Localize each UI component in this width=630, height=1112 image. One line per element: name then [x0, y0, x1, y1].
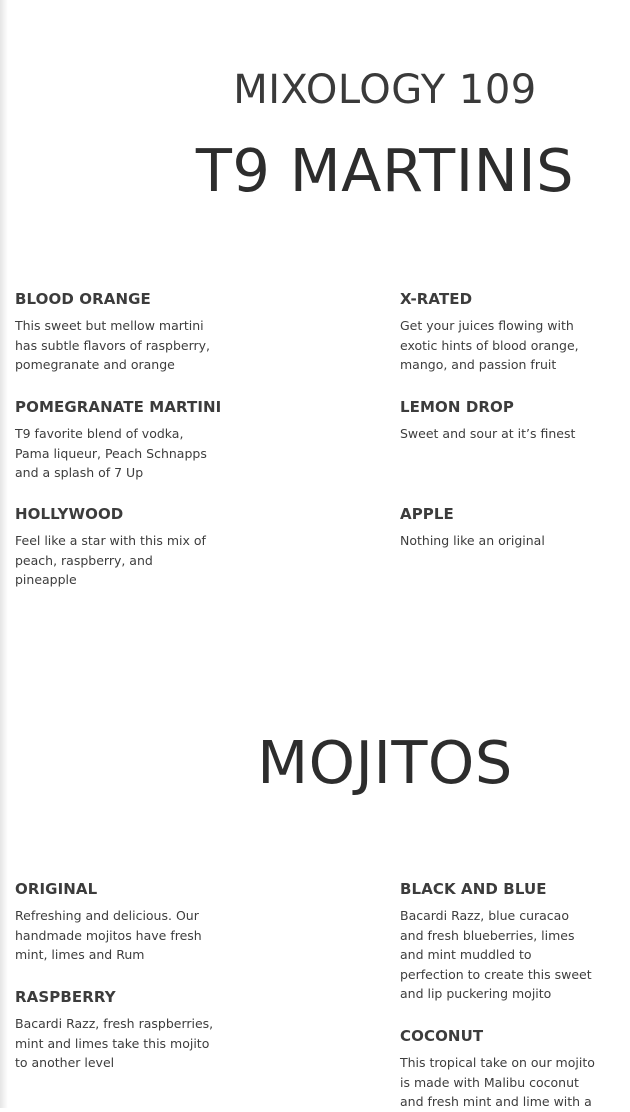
item-description: Sweet and sour at it’s finest: [400, 426, 576, 441]
item-name: X-RATED: [400, 290, 473, 308]
item-name: LEMON DROP: [400, 398, 515, 416]
menu-item-hollywood: [15, 505, 215, 590]
menu-item-black-and-blue: [400, 880, 595, 1004]
section-title-martinis: T9 MARTINIS: [195, 136, 575, 205]
menu-item-original: [15, 880, 215, 965]
item-description: Bacardi Razz, fresh raspberries, mint and limes take this mojito to another level: [15, 1016, 214, 1070]
menu-subtitle: MIXOLOGY 109: [233, 67, 537, 113]
item-name: RASPBERRY: [15, 988, 116, 1006]
item-description: Get your juices flowing with exotic hints of blood orange, mango, and passion fruit: [400, 318, 579, 372]
item-name: BLACK AND BLUE: [400, 880, 547, 898]
item-name: HOLLYWOOD: [15, 505, 124, 523]
menu-item-raspberry: [15, 988, 215, 1073]
item-name: BLOOD ORANGE: [15, 290, 151, 308]
item-description: Bacardi Razz, blue curacao and fresh blueberries, limes and mint muddled to perfection to create this sweet and lip puckering mojito: [400, 908, 592, 1001]
section-title-mojitos: MOJITOS: [257, 728, 513, 797]
item-name: ORIGINAL: [15, 880, 98, 898]
item-description: Nothing like an original: [400, 533, 545, 548]
item-name: COCONUT: [400, 1027, 484, 1045]
menu-item-x-rated: [400, 290, 595, 375]
page-edge-shadow: [0, 0, 8, 1108]
item-name: POMEGRANATE MARTINI: [15, 398, 222, 416]
item-name: APPLE: [400, 505, 454, 523]
menu-item-blood-orange: [15, 290, 215, 375]
menu-item-pomegranate-martini: [15, 398, 222, 483]
menu-item-apple: [400, 505, 595, 551]
item-description: T9 favorite blend of vodka, Pama liqueur, Peach Schnapps and a splash of 7 Up: [15, 426, 207, 480]
menu-item-coconut: [400, 1027, 595, 1112]
item-description: Refreshing and delicious. Our handmade mojitos have fresh mint, limes and Rum: [15, 908, 202, 962]
item-description: This sweet but mellow martini has subtle flavors of raspberry, pomegranate and orange: [15, 318, 211, 372]
item-description: Feel like a star with this mix of peach, raspberry, and pineapple: [15, 533, 206, 587]
item-description: This tropical take on our mojito is made with Malibu coconut and fresh mint and lime with a: [400, 1055, 595, 1109]
menu-item-lemon-drop: [400, 398, 595, 444]
